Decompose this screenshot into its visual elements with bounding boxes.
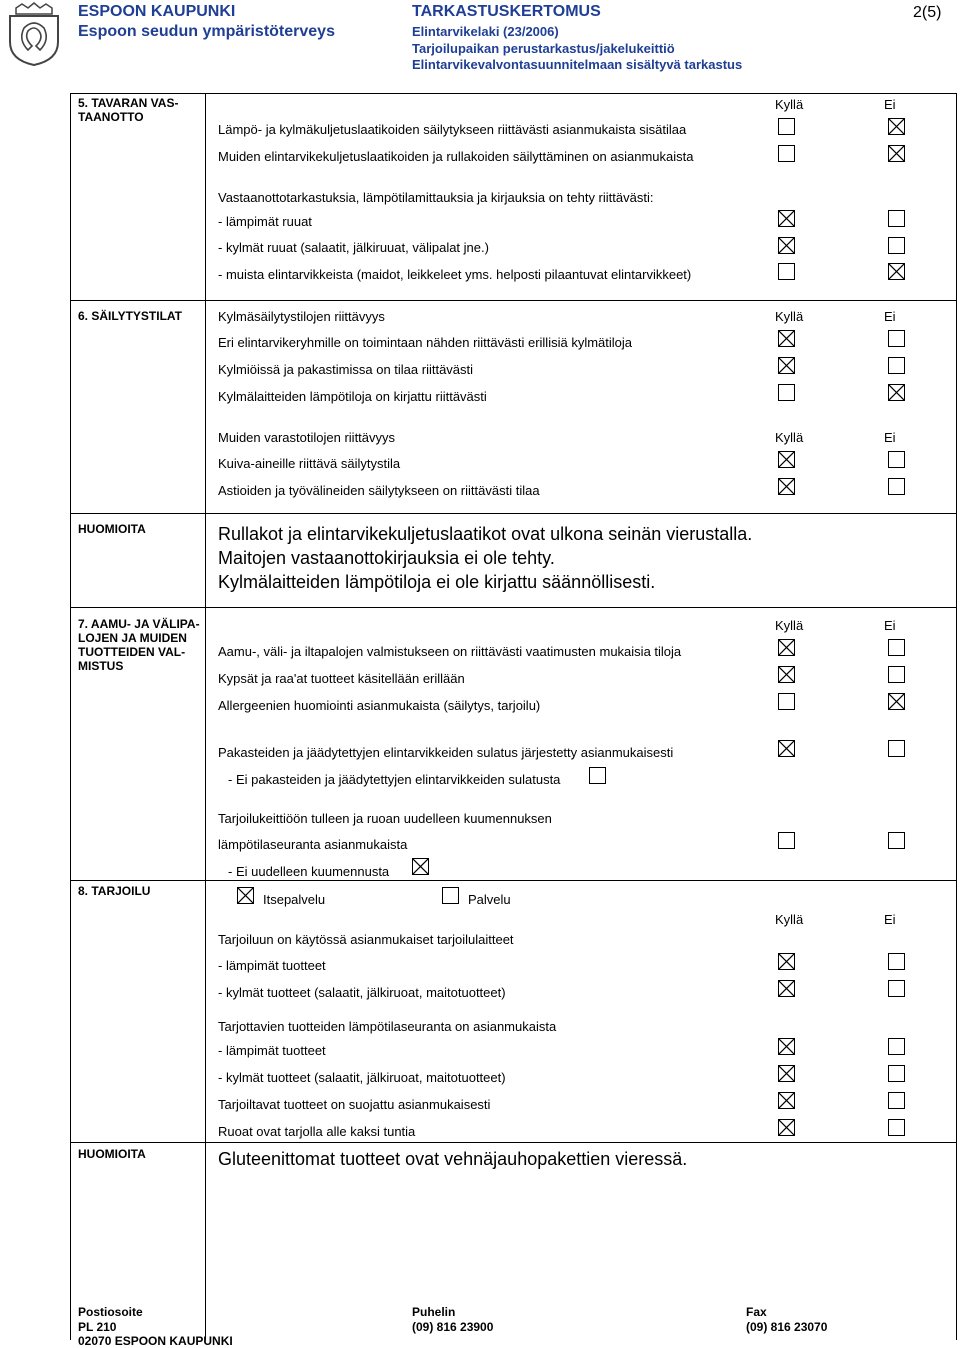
footer-po-box: PL 210 — [78, 1320, 117, 1334]
note-line: Rullakot ja elintarvikekuljetuslaatikot ovat ulkona seinän vierustalla. — [218, 524, 753, 544]
checkbox-no[interactable] — [888, 666, 905, 683]
checkmark-x-icon — [779, 954, 794, 969]
checkmark-x-icon — [779, 1120, 794, 1135]
checkbox-yes[interactable] — [778, 478, 795, 495]
espoo-coat-of-arms-logo — [6, 2, 62, 66]
section7-title-cont: MISTUS — [78, 659, 124, 673]
note-line: Kylmälaitteiden lämpötiloja ei ole kirjattu säännöllisesti. — [218, 572, 656, 592]
checkbox-yes[interactable] — [778, 740, 795, 757]
section7-title-cont: LOJEN JA MUIDEN — [78, 631, 187, 645]
checkbox-yes[interactable] — [778, 145, 795, 162]
document-title: TARKASTUSKERTOMUS — [412, 3, 601, 20]
checkbox-yes[interactable] — [778, 1038, 795, 1055]
notes-label: HUOMIOITA — [78, 522, 146, 536]
checkbox-no[interactable] — [888, 330, 905, 347]
section-divider — [70, 880, 957, 881]
org-subtitle: Espoon seudun ympäristöterveys — [78, 23, 335, 40]
item-text: Muiden varastotilojen riittävyys — [218, 430, 396, 445]
item-text: Muiden elintarvikekuljetuslaatikoiden ja rullakoiden säilyttäminen on asianmukaista — [218, 149, 694, 164]
checkmark-x-icon — [889, 385, 904, 400]
checkbox-no[interactable] — [888, 1119, 905, 1136]
note-line: Gluteenittomat tuotteet ovat vehnäjauhopakettien vieressä. — [218, 1149, 688, 1169]
checkmark-x-icon — [889, 146, 904, 161]
item-text: Tarjoiluun on käytössä asianmukaiset tarjoilulaitteet — [218, 932, 514, 947]
checkbox-no[interactable] — [888, 384, 905, 401]
checkbox-no[interactable] — [888, 740, 905, 757]
checkbox-no[interactable] — [888, 1065, 905, 1082]
checkbox-yes[interactable] — [778, 832, 795, 849]
checkmark-x-icon — [889, 119, 904, 134]
item-text: Allergeenien huomiointi asianmukaista (säilytys, tarjoilu) — [218, 698, 541, 713]
footer-fax: (09) 816 23070 — [746, 1320, 828, 1334]
footer-fax-label: Fax — [746, 1305, 767, 1319]
checkmark-x-icon — [779, 452, 794, 467]
item-text: - lämpimät ruuat — [218, 214, 312, 229]
checkmark-x-icon — [779, 667, 794, 682]
yes-header: Kyllä — [775, 430, 804, 445]
checkbox-yes[interactable] — [778, 330, 795, 347]
checkbox-yes[interactable] — [778, 666, 795, 683]
no-header: Ei — [884, 97, 896, 112]
item-text: Kuiva-aineille riittävä säilytystila — [218, 456, 401, 471]
checkbox-no[interactable] — [888, 263, 905, 280]
checkbox-no[interactable] — [888, 145, 905, 162]
frame-left-line — [70, 93, 71, 1340]
item-text: Tarjoiltavat tuotteet on suojattu asianmukaisesti — [218, 1097, 491, 1112]
checkmark-x-icon — [779, 211, 794, 226]
section5-title-cont: TAANOTTO — [78, 110, 144, 124]
yes-header: Kyllä — [775, 912, 804, 927]
item-text: - Ei uudelleen kuumennusta — [228, 864, 390, 879]
checkmark-x-icon — [889, 264, 904, 279]
checkmark-x-icon — [779, 1066, 794, 1081]
item-text: Kylmiöissä ja pakastimissa on tilaa riittävästi — [218, 362, 474, 377]
item-text: - kylmät ruuat (salaatit, jälkiruuat, välipalat jne.) — [218, 240, 489, 255]
no-header: Ei — [884, 912, 896, 927]
checkbox-no[interactable] — [888, 118, 905, 135]
item-text: Pakasteiden ja jäädytettyjen elintarvikkeiden sulatus järjestetty asianmukaisesti — [218, 745, 674, 760]
frame-right-line — [956, 93, 957, 1340]
item-text: lämpötilaseuranta asianmukaista — [218, 837, 408, 852]
checkbox-no[interactable] — [888, 1038, 905, 1055]
item-text: Tarjoilukeittiöön tulleen ja ruoan uudelleen kuumennuksen — [218, 811, 552, 826]
no-header: Ei — [884, 309, 896, 324]
section5-title: 5. TAVARAN VAS- — [78, 96, 179, 110]
item-text: - lämpimät tuotteet — [218, 958, 326, 973]
law-reference: Elintarvikelaki (23/2006) — [412, 24, 559, 39]
note-line: Maitojen vastaanottokirjauksia ei ole tehty. — [218, 548, 555, 568]
checkbox-no-thawing[interactable] — [589, 767, 606, 784]
checkbox-no[interactable] — [888, 980, 905, 997]
item-text: Kylmälaitteiden lämpötiloja on kirjattu riittävästi — [218, 389, 487, 404]
item-text: - kylmät tuotteet (salaatit, jälkiruoat, maitotuotteet) — [218, 1070, 506, 1085]
section-divider — [70, 300, 957, 301]
checkbox-yes[interactable] — [778, 953, 795, 970]
checkmark-x-icon — [779, 1039, 794, 1054]
item-text: Astioiden ja työvälineiden säilytykseen on riittävästi tilaa — [218, 483, 540, 498]
checkmark-x-icon — [779, 1093, 794, 1108]
item-text: Eri elintarvikeryhmille on toimintaan nähden riittävästi erillisiä kylmätiloja — [218, 335, 633, 350]
checkmark-x-icon — [779, 741, 794, 756]
checkmark-x-icon — [779, 981, 794, 996]
yes-header: Kyllä — [775, 97, 804, 112]
checkbox-yes[interactable] — [778, 639, 795, 656]
item-text: - kylmät tuotteet (salaatit, jälkiruoat, maitotuotteet) — [218, 985, 506, 1000]
checkbox-no[interactable] — [888, 478, 905, 495]
section-divider — [70, 607, 957, 608]
checkbox-self-service[interactable] — [237, 887, 254, 904]
checkbox-yes[interactable] — [778, 384, 795, 401]
service-label: Palvelu — [468, 892, 511, 907]
yes-header: Kyllä — [775, 309, 804, 324]
checkbox-no[interactable] — [888, 357, 905, 374]
footer-phone: (09) 816 23900 — [412, 1320, 494, 1334]
checkbox-yes[interactable] — [778, 451, 795, 468]
checkmark-x-icon — [889, 694, 904, 709]
checkmark-x-icon — [779, 479, 794, 494]
item-text: - lämpimät tuotteet — [218, 1043, 326, 1058]
section-divider — [70, 513, 957, 514]
checkbox-yes[interactable] — [778, 1092, 795, 1109]
checkbox-yes[interactable] — [778, 210, 795, 227]
checkbox-no[interactable] — [888, 832, 905, 849]
page-number: 2(5) — [913, 4, 942, 21]
checkbox-yes[interactable] — [778, 263, 795, 280]
checkbox-service[interactable] — [442, 887, 459, 904]
section7-title: 7. AAMU- JA VÄLIPA- — [78, 617, 200, 631]
item-text: Tarjottavien tuotteiden lämpötilaseuranta on asianmukaista — [218, 1019, 557, 1034]
item-text: Ruoat ovat tarjolla alle kaksi tuntia — [218, 1124, 416, 1139]
checkbox-yes[interactable] — [778, 118, 795, 135]
self-service-label: Itsepalvelu — [263, 892, 326, 907]
no-header: Ei — [884, 430, 896, 445]
item-text: - Ei pakasteiden ja jäädytettyjen elintarvikkeiden sulatusta — [228, 772, 561, 787]
frame-top-line — [70, 93, 957, 94]
checkbox-yes[interactable] — [778, 237, 795, 254]
item-text: - muista elintarvikkeista (maidot, leikkeleet yms. helposti pilaantuvat elintarvikkeet) — [218, 267, 692, 282]
checkbox-no[interactable] — [888, 639, 905, 656]
checkbox-yes[interactable] — [778, 980, 795, 997]
inspection-basis: Elintarvikevalvontasuunnitelmaan sisältyvä tarkastus — [412, 57, 743, 72]
org-title: ESPOON KAUPUNKI — [78, 3, 236, 20]
checkbox-no[interactable] — [888, 953, 905, 970]
frame-column-line — [205, 93, 206, 1340]
checkbox-yes[interactable] — [778, 693, 795, 710]
checkmark-x-icon — [779, 640, 794, 655]
checkbox-no[interactable] — [888, 693, 905, 710]
yes-header: Kyllä — [775, 618, 804, 633]
checkmark-x-icon — [779, 238, 794, 253]
checkbox-no[interactable] — [888, 237, 905, 254]
checkbox-no[interactable] — [888, 210, 905, 227]
section8-title: 8. TARJOILU — [78, 884, 151, 898]
checkmark-x-icon — [779, 331, 794, 346]
checkbox-yes[interactable] — [778, 1119, 795, 1136]
item-text: Aamu-, väli- ja iltapalojen valmistukseen on riittävästi vaatimusten mukaisia tiloja — [218, 644, 682, 659]
section6-title: 6. SÄILYTYSTILAT — [78, 309, 183, 323]
item-text: Kylmäsäilytystilojen riittävyys — [218, 309, 385, 324]
inspection-type: Tarjoilupaikan perustarkastus/jakelukeittiö — [412, 41, 675, 56]
checkmark-x-icon — [413, 859, 428, 874]
footer-postal-label: Postiosoite — [78, 1305, 143, 1319]
item-text: Kypsät ja raa'at tuotteet käsitellään erillään — [218, 671, 465, 686]
checkbox-no[interactable] — [888, 1092, 905, 1109]
checkbox-no[interactable] — [888, 451, 905, 468]
section-divider — [70, 1142, 957, 1143]
footer-city: 02070 ESPOON KAUPUNKI — [78, 1334, 233, 1348]
checkmark-x-icon — [779, 358, 794, 373]
no-header: Ei — [884, 618, 896, 633]
item-text: Lämpö- ja kylmäkuljetuslaatikoiden säilytykseen riittävästi asianmukaista sisätilaa — [218, 122, 687, 137]
checkbox-no-reheating[interactable] — [412, 858, 429, 875]
section7-title-cont: TUOTTEIDEN VAL- — [78, 645, 186, 659]
notes-label: HUOMIOITA — [78, 1147, 146, 1161]
checkmark-x-icon — [238, 888, 253, 903]
checkbox-yes[interactable] — [778, 357, 795, 374]
item-text: Vastaanottotarkastuksia, lämpötilamittauksia ja kirjauksia on tehty riittävästi: — [218, 190, 654, 205]
checkbox-yes[interactable] — [778, 1065, 795, 1082]
footer-phone-label: Puhelin — [412, 1305, 456, 1319]
